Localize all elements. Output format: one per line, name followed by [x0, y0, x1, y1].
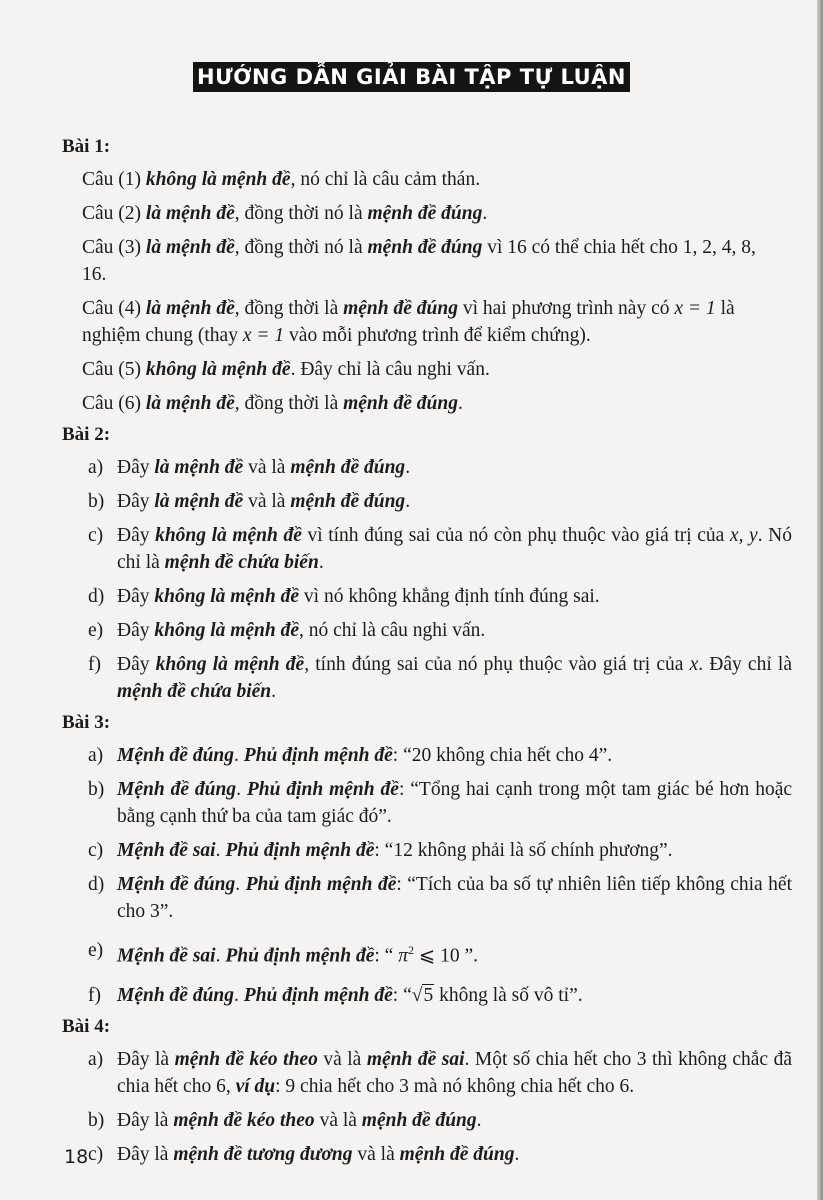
text: : [392, 745, 404, 766]
item-text [117, 522, 792, 576]
answer-line [82, 200, 792, 227]
item-text [117, 1107, 792, 1134]
header [0, 62, 823, 92]
emphasis: mệnh đề đúng [343, 393, 458, 414]
item-label: b) [88, 1109, 105, 1131]
emphasis: Phủ định mệnh đề [245, 874, 397, 895]
item-label: a) [88, 1048, 104, 1070]
emphasis: không là mệnh đề [155, 654, 305, 675]
text: Câu (5) [82, 359, 146, 380]
emphasis: không là mệnh đề [154, 586, 300, 607]
answer-item [88, 583, 792, 610]
emphasis: mệnh đề tương đương [173, 1143, 353, 1165]
text: , nó chỉ là câu cảm thán. [290, 169, 481, 190]
text: Câu (1) [82, 169, 146, 190]
exercise-title: Bài 2: [62, 424, 111, 445]
emphasis: Mệnh đề đúng [117, 779, 237, 800]
item-label: c) [88, 840, 104, 861]
text: . [234, 984, 244, 1006]
answer-item [88, 776, 792, 830]
exercise-1 [62, 136, 792, 417]
emphasis: mệnh đề đúng [367, 237, 483, 258]
text: Câu (6) [82, 393, 146, 414]
answer-item [88, 937, 792, 970]
answer-item [88, 488, 792, 515]
text: vì 16 có thể chia hết cho 1, 2, 4, 8, 16. [82, 237, 756, 285]
emphasis: Mệnh đề sai [117, 840, 216, 861]
text: Đây [117, 525, 156, 546]
text: : 9 chia hết cho 3 mà nó không chia hết cho 6. [275, 1075, 635, 1097]
text: : [374, 945, 385, 967]
text: : [398, 779, 411, 800]
emphasis: Mệnh đề đúng [117, 874, 236, 895]
emphasis: không là mệnh đề [155, 525, 302, 546]
text: Đây [117, 586, 155, 607]
math-expression: x = 1 [242, 325, 285, 346]
item-text [117, 871, 792, 925]
item-label: a) [88, 745, 104, 766]
emphasis: không là mệnh đề [145, 359, 291, 380]
text: Đây là [117, 1048, 175, 1070]
emphasis: không là mệnh đề [145, 169, 291, 190]
item-label: b) [88, 779, 105, 800]
answer-item [88, 742, 792, 769]
quoted-text: “20 không chia hết cho 4”. [403, 745, 613, 766]
exercise-4 [62, 1016, 792, 1168]
section-title: HƯỚNG DẪN GIẢI BÀI TẬP TỰ LUẬN [193, 62, 630, 92]
answer-item [88, 1107, 792, 1134]
answer-item [88, 982, 792, 1009]
text: : [396, 874, 408, 895]
answer-line [82, 234, 762, 288]
emphasis: mệnh đề đúng [361, 1109, 477, 1131]
math-variables: x, y [729, 525, 758, 546]
item-label: b) [88, 491, 105, 512]
emphasis: là mệnh đề [145, 237, 235, 258]
item-label: e) [88, 620, 104, 641]
text: . [236, 779, 247, 800]
item-text [117, 617, 792, 644]
text: . [271, 681, 277, 702]
text: , đồng thời là [234, 298, 344, 319]
exercise-title: Bài 4: [62, 1015, 111, 1037]
quoted-text: “Tổng hai cạnh trong một tam giác bé hơn hoặc bằng cạnh thứ ba của tam giác đó”. [117, 779, 793, 827]
item-text [117, 982, 792, 1009]
text: . [215, 945, 226, 967]
emphasis: Phủ định mệnh đề [246, 779, 399, 800]
text: và là [352, 1143, 400, 1165]
text: , đồng thời nó là [234, 203, 368, 224]
text: . [514, 1143, 520, 1165]
emphasis: là mệnh đề [154, 457, 244, 478]
emphasis: mệnh đề sai [366, 1048, 465, 1070]
answer-item [88, 454, 792, 481]
math-sqrt [412, 982, 434, 1009]
emphasis: mệnh đề kéo theo [174, 1048, 318, 1070]
text: vào mỗi phương trình để kiểm chứng). [284, 325, 591, 346]
emphasis: mệnh đề đúng [290, 457, 406, 478]
text: Đây [117, 620, 155, 641]
text: ”. [459, 945, 478, 967]
text: . [215, 840, 226, 861]
page-number: 18 [64, 1146, 89, 1168]
text: Đây [117, 654, 156, 675]
page-edge-shadow [817, 0, 823, 1200]
emphasis: ví dụ [235, 1075, 276, 1097]
emphasis: Phủ định mệnh đề [243, 984, 393, 1006]
item-text [117, 651, 792, 705]
emphasis: mệnh đề chứa biến [164, 552, 319, 573]
answer-item [88, 837, 792, 864]
text: vì tính đúng sai của nó còn phụ thuộc vào giá trị của [301, 525, 730, 546]
root-sign: √ [411, 984, 423, 1006]
exercise-3 [62, 712, 792, 1009]
emphasis: mệnh đề đúng [367, 203, 483, 224]
item-label: c) [88, 525, 104, 546]
answer-item [88, 522, 792, 576]
text: “ [384, 945, 399, 967]
emphasis: Mệnh đề đúng [117, 745, 235, 766]
text: , đồng thời nó là [234, 237, 368, 258]
text: , đồng thời là [234, 393, 344, 414]
item-label: d) [88, 586, 105, 607]
text: . [476, 1109, 482, 1131]
item-text [117, 1141, 792, 1168]
item-text [117, 837, 792, 864]
text: và là [243, 491, 291, 512]
text: Đây là [117, 1109, 174, 1131]
text: : [392, 984, 404, 1006]
item-text [117, 583, 792, 610]
emphasis: mệnh đề đúng [290, 491, 406, 512]
text: . Đây chỉ là câu nghi vấn. [290, 359, 490, 380]
text: . [482, 203, 488, 224]
emphasis: là mệnh đề [145, 393, 235, 414]
text: . [405, 457, 411, 478]
emphasis: Phủ định mệnh đề [225, 945, 375, 967]
math-expression: ⩽ 10 [413, 945, 460, 967]
quoted-text: “12 không phải là số chính phương”. [384, 840, 673, 861]
answer-item [88, 651, 792, 705]
page-content [62, 136, 792, 1175]
text: Câu (3) [82, 237, 146, 258]
text: Đây [117, 457, 155, 478]
item-text [117, 454, 792, 481]
text: . [235, 874, 246, 895]
text: , nó chỉ là câu nghi vấn. [299, 620, 486, 641]
emphasis: Phủ định mệnh đề [225, 840, 375, 861]
exercise-title: Bài 1: [62, 136, 111, 157]
math-variable: x [689, 654, 699, 675]
exercise-2 [62, 424, 792, 705]
text: . Một số chia hết cho 3 thì không chắc đã chia hết cho 6, [117, 1048, 792, 1097]
answer-item [88, 617, 792, 644]
emphasis: là mệnh đề [154, 491, 244, 512]
item-text [117, 937, 792, 970]
radicand: 5 [423, 984, 434, 1006]
item-label: d) [88, 874, 105, 895]
answer-line [82, 356, 792, 383]
answer-item [88, 1141, 792, 1168]
math-expression: x = 1 [674, 298, 716, 319]
text: vì nó không khẳng định tính đúng sai. [299, 586, 600, 607]
emphasis: Phủ định mệnh đề [243, 745, 393, 766]
quoted-text: “Tích của ba số tự nhiên liên tiếp không chia hết cho 3”. [117, 874, 792, 922]
emphasis: là mệnh đề [145, 203, 235, 224]
math-exponent: 2 [407, 943, 414, 957]
emphasis: là mệnh đề [145, 298, 235, 319]
item-text [117, 1046, 792, 1100]
emphasis: Mệnh đề sai [117, 945, 216, 967]
text: và là [317, 1048, 367, 1070]
text: . [318, 552, 324, 573]
answer-item [88, 1046, 792, 1100]
emphasis: Mệnh đề đúng [117, 984, 235, 1006]
answer-item [88, 871, 792, 925]
text: là nghiệm chung (thay [82, 298, 735, 346]
item-label: f) [88, 984, 101, 1006]
text: . [405, 491, 411, 512]
text: . [457, 393, 463, 414]
item-label: a) [88, 457, 104, 478]
emphasis: mệnh đề chứa biến [117, 681, 272, 702]
text: , tính đúng sai của nó phụ thuộc vào giá trị của [304, 654, 690, 675]
text: . Nó chỉ là [117, 525, 792, 573]
text: không là số vô tỉ”. [434, 984, 583, 1006]
item-label: e) [88, 940, 104, 961]
emphasis: không là mệnh đề [154, 620, 300, 641]
emphasis: mệnh đề kéo theo [173, 1109, 315, 1131]
emphasis: mệnh đề đúng [343, 298, 458, 319]
item-label: f) [88, 654, 101, 675]
item-text [117, 776, 792, 830]
text: “ [403, 984, 412, 1006]
text: vì hai phương trình này có [457, 298, 675, 319]
text: : [374, 840, 385, 861]
answer-line [82, 166, 792, 193]
exercise-title: Bài 3: [62, 712, 111, 733]
text: Câu (2) [82, 203, 146, 224]
answer-line [82, 295, 762, 349]
item-text [117, 742, 792, 769]
emphasis: mệnh đề đúng [399, 1143, 515, 1165]
text: và là [314, 1109, 362, 1131]
item-label: c) [88, 1143, 104, 1165]
text: và là [243, 457, 291, 478]
answer-line [82, 390, 792, 417]
item-text [117, 488, 792, 515]
text: Đây [117, 491, 155, 512]
text: Câu (4) [82, 298, 146, 319]
text: Đây là [117, 1143, 174, 1165]
text: . Đây chỉ là [698, 654, 792, 675]
math-pi: π [398, 945, 408, 967]
text: . [234, 745, 244, 766]
